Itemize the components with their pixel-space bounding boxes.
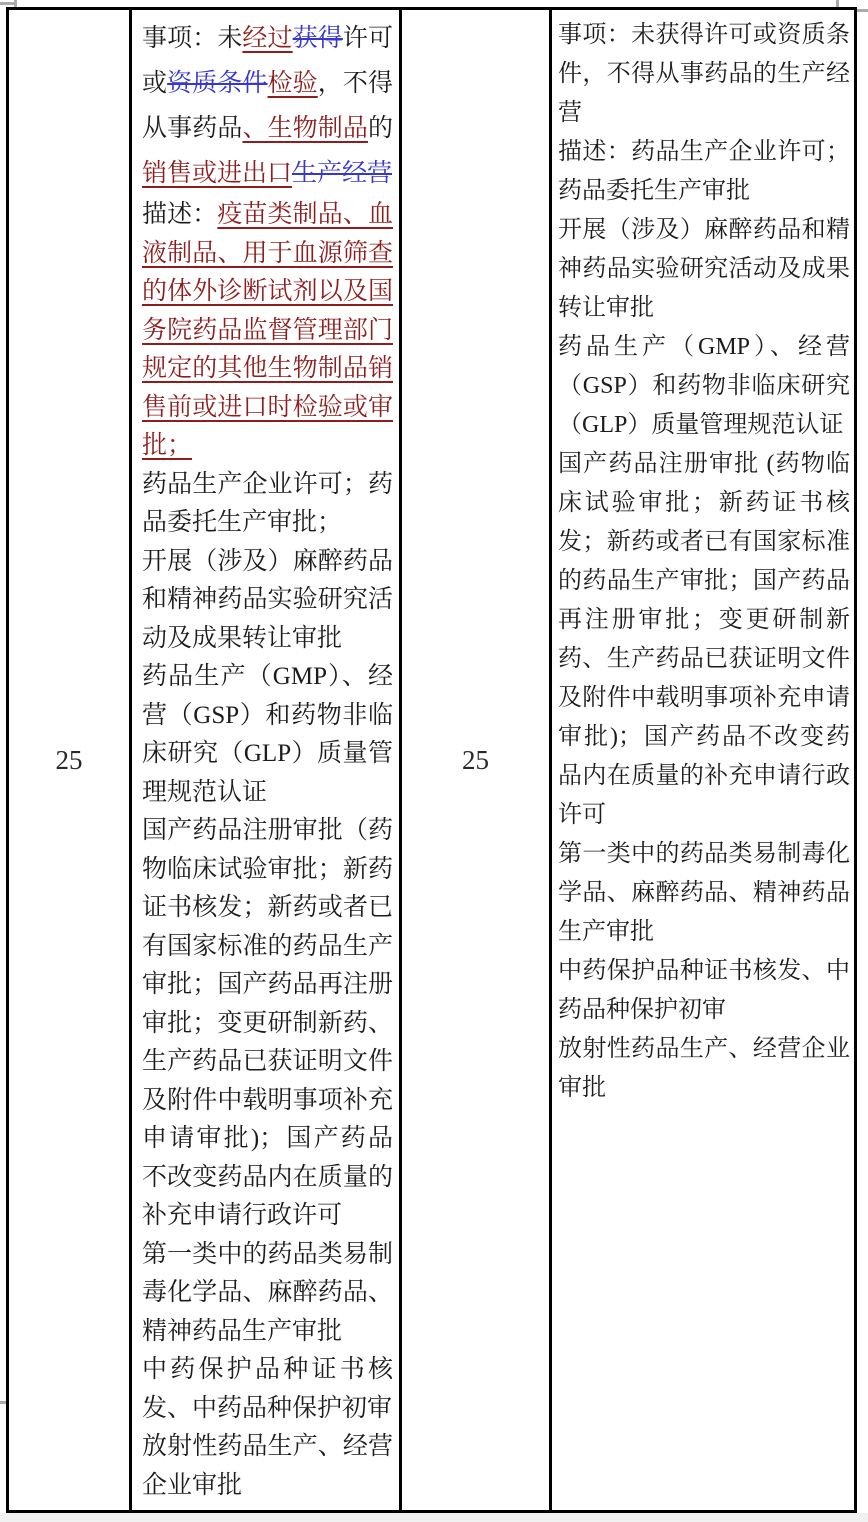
paragraph bbox=[142, 16, 393, 196]
paragraph bbox=[558, 328, 850, 445]
text-run-normal: 事项：未 bbox=[142, 25, 243, 52]
text-run-normal: 描述： bbox=[142, 201, 218, 228]
row-number-left: 25 bbox=[55, 744, 83, 775]
text-run-deletion: 资质条件 bbox=[167, 70, 268, 97]
page-bottom-edge bbox=[0, 1513, 868, 1522]
table-cell-clean-text[interactable] bbox=[552, 10, 854, 1510]
paragraph bbox=[558, 445, 850, 835]
row-number-right: 25 bbox=[462, 744, 489, 775]
text-run-normal: 第一类中的药品类易制毒化学品、麻醉药品、精神药品生产审批 bbox=[142, 1240, 393, 1345]
text-run-normal: 的 bbox=[367, 115, 393, 142]
paragraph bbox=[558, 133, 850, 211]
paragraph bbox=[142, 658, 393, 812]
text-run-normal: ，不得从事药品 bbox=[142, 70, 393, 142]
paragraph bbox=[558, 1030, 850, 1108]
paragraph bbox=[142, 466, 393, 543]
text-run-normal: 国产药品注册审批（药物临床试验审批；新药证书核发；新药或者已有国家标准的药品生产审批；国产药品再注册审批；变更研制新药、生产药品已获证明文件及附件中载明事项补充申请审批)；国产药品不改变药品内在质量的补充申请行政许可 bbox=[142, 817, 393, 1229]
text-run-normal: 描述：药品生产企业许可；药品委托生产审批 bbox=[558, 139, 850, 204]
text-run-normal: 中药保护品种证书核发、中药品种保护初审 bbox=[558, 958, 850, 1023]
text-run-normal: 许可或 bbox=[142, 25, 393, 97]
table-cell-row-number-left[interactable] bbox=[9, 10, 132, 1510]
text-run-insertion: 经过 bbox=[242, 25, 293, 52]
paragraph bbox=[142, 1428, 393, 1505]
text-run-normal: 放射性药品生产、经营企业审批 bbox=[558, 1036, 850, 1101]
text-run-normal: 第一类中的药品类易制毒化学品、麻醉药品、精神药品生产审批 bbox=[558, 841, 850, 945]
paragraph bbox=[142, 812, 393, 1236]
text-run-insertion: 疫苗类制品、血液制品、用于血源筛查的体外诊断试剂以及国务院药品监督管理部门规定的其他生物制品销售前或进口时检验或审批； bbox=[142, 201, 393, 459]
paragraph bbox=[558, 952, 850, 1030]
text-run-normal: 药品生产（GMP）、经营（GSP）和药物非临床研究（GLP）质量管理规范认证 bbox=[558, 334, 850, 438]
text-run-insertion: 检验 bbox=[267, 70, 318, 97]
text-run-deletion: 生产经营 bbox=[292, 160, 393, 187]
table-cell-row-number-right[interactable] bbox=[402, 10, 552, 1510]
comparison-table-row bbox=[6, 7, 857, 1513]
text-run-normal: 事项：未获得许可或资质条件，不得从事药品的生产经营 bbox=[558, 22, 850, 126]
paragraph bbox=[558, 835, 850, 952]
text-run-normal: 中药保护品种证书核发、中药品种保护初审 bbox=[142, 1356, 393, 1422]
text-run-normal: 国产药品注册审批 (药物临床试验审批；新药证书核发；新药或者已有国家标准的药品生产审批；国产药品再注册审批；变更研制新药、生产药品已获证明文件及附件中载明事项补充申请审批)；国产药品不改变药品内在质量的补充申请行政许可 bbox=[558, 451, 850, 828]
text-run-insertion: 、生物制品 bbox=[242, 115, 368, 142]
text-run-normal: 放射性药品生产、经营企业审批 bbox=[142, 1433, 393, 1499]
text-run-normal: 开展（涉及）麻醉药品和精神药品实验研究活动及成果转让审批 bbox=[142, 547, 393, 652]
paragraph bbox=[558, 16, 850, 133]
paragraph bbox=[142, 196, 393, 466]
text-run-normal: 药品生产（GMP）、经营（GSP）和药物非临床研究（GLP）质量管理规范认证 bbox=[142, 663, 393, 806]
text-run-normal: 开展（涉及）麻醉药品和精神药品实验研究活动及成果转让审批 bbox=[558, 217, 850, 321]
paragraph bbox=[142, 1351, 393, 1428]
paragraph bbox=[558, 211, 850, 328]
text-run-insertion: 销售或进出口 bbox=[142, 160, 293, 187]
text-run-deletion: 获得 bbox=[292, 25, 343, 52]
paragraph bbox=[142, 543, 393, 659]
table-cell-tracked-changes-text[interactable] bbox=[132, 10, 402, 1510]
text-run-normal: 药品生产企业许可；药品委托生产审批； bbox=[142, 470, 393, 536]
paragraph bbox=[142, 1236, 393, 1352]
